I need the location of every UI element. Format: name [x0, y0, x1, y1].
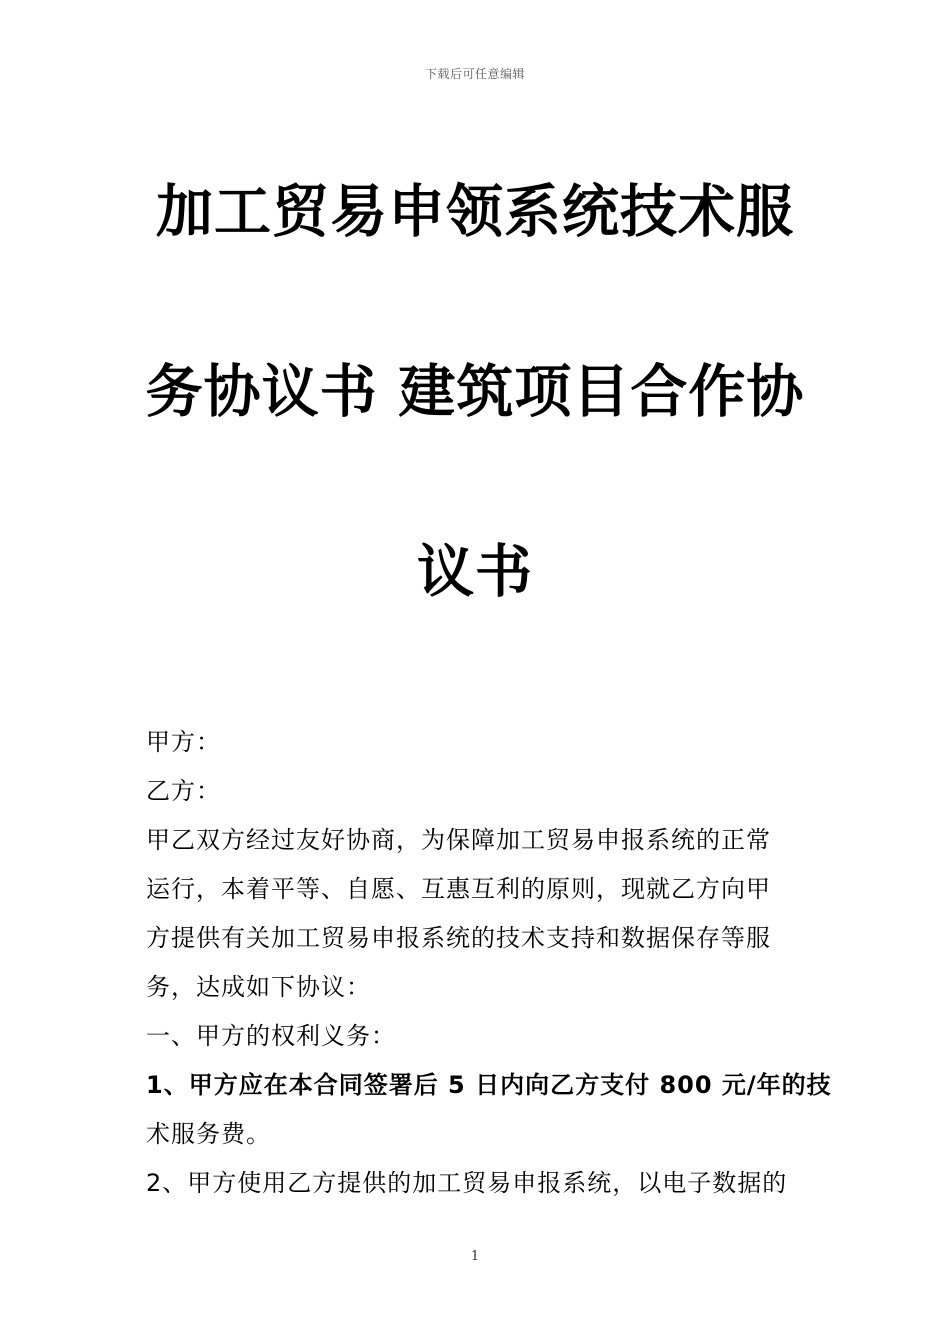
header-note: 下载后可任意编辑: [424, 67, 525, 81]
document-title-line-3: 议书: [417, 539, 533, 605]
party-a-label: 甲方：: [146, 728, 221, 756]
intro-paragraph-line-2: 运行，本着平等、自愿、互惠互利的原则，现就乙方向甲: [146, 875, 771, 903]
document-body: [146, 718, 832, 1208]
page-number: 1: [470, 1249, 480, 1264]
clause-2-line-1: 2、甲方使用乙方提供的加工贸易申报系统，以电子数据的: [146, 1169, 788, 1197]
clause-1-line-1: 1、甲方应在本合同签署后 5 日内向乙方支付 800 元/年的技: [146, 1071, 832, 1099]
party-b-label: 乙方：: [146, 777, 221, 805]
clause-1-line-2: 术服务费。: [146, 1120, 271, 1148]
document-title-line-1: 加工贸易申领系统技术服: [156, 179, 794, 245]
intro-paragraph-line-4: 务，达成如下协议：: [146, 973, 371, 1001]
intro-paragraph-line-1: 甲乙双方经过友好协商，为保障加工贸易申报系统的正常: [146, 826, 771, 854]
section-1-heading: 一、甲方的权利义务：: [146, 1022, 396, 1050]
intro-paragraph-line-3: 方提供有关加工贸易申报系统的技术支持和数据保存等服: [146, 924, 771, 952]
document-title-line-2: 务协议书 建筑项目合作协: [145, 359, 805, 425]
